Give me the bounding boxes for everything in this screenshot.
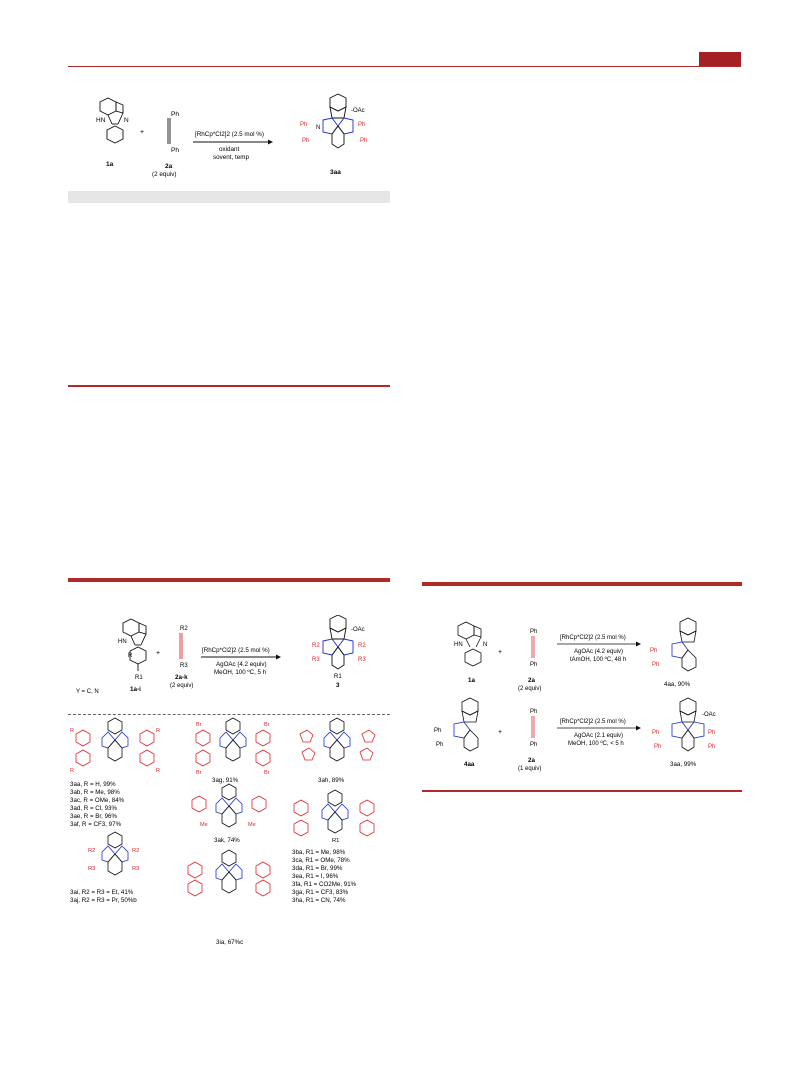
svg-text:+: +: [498, 649, 503, 656]
svg-text:R: R: [70, 768, 74, 774]
svg-text:Br: Br: [264, 770, 270, 776]
svg-text:R3: R3: [312, 657, 320, 663]
svg-text:R3: R3: [358, 657, 366, 663]
svg-text:Ph: Ph: [708, 730, 716, 736]
svg-text:N: N: [124, 117, 129, 124]
header-tab: [699, 52, 741, 66]
table-header-bar: [68, 191, 390, 203]
svg-text:1a: 1a: [468, 677, 475, 684]
svg-text:Ph: Ph: [530, 629, 538, 635]
scheme-mech-graphic: [422, 616, 742, 786]
svg-text:3af, R = CF3, 97%: 3af, R = CF3, 97%: [70, 821, 122, 828]
svg-text:3ak, 74%: 3ak, 74%: [214, 837, 240, 844]
svg-text:2a-k: 2a-k: [175, 674, 188, 681]
svg-text:3ia, 67%c: 3ia, 67%c: [216, 939, 244, 946]
scope-products-graphic: [68, 716, 390, 956]
svg-text:(2 equiv): (2 equiv): [170, 683, 194, 689]
svg-text:HN: HN: [118, 639, 127, 645]
svg-text:[RhCp*Cl2]2 (2.5 mol %): [RhCp*Cl2]2 (2.5 mol %): [195, 131, 264, 138]
section-rule-4: [422, 790, 742, 792]
section-rule-2: [68, 578, 390, 582]
svg-text:R: R: [156, 768, 160, 774]
svg-text:4aa, 90%: 4aa, 90%: [664, 681, 691, 688]
svg-text:+: +: [156, 650, 161, 657]
svg-text:R2: R2: [358, 643, 366, 649]
svg-text:3ah, 89%: 3ah, 89%: [318, 777, 345, 784]
svg-text:R1: R1: [332, 838, 340, 844]
svg-text:3aa, R = H, 99%: 3aa, R = H, 99%: [70, 781, 116, 788]
scheme-top-graphic: [68, 92, 390, 192]
svg-text:R: R: [128, 653, 133, 659]
svg-text:Ph: Ph: [358, 122, 366, 128]
svg-text:-OAc: -OAc: [351, 108, 365, 114]
svg-text:R3: R3: [88, 866, 96, 872]
svg-text:1a: 1a: [106, 161, 114, 168]
svg-text:3aa: 3aa: [330, 169, 341, 176]
svg-text:3ha, R1 = CN, 74%: 3ha, R1 = CN, 74%: [292, 897, 346, 904]
section-rule-1: [68, 385, 390, 387]
svg-text:N: N: [483, 642, 488, 648]
svg-text:tAmOH, 100 ºC, 48 h: tAmOH, 100 ºC, 48 h: [570, 657, 627, 663]
svg-text:Ph: Ph: [171, 111, 179, 118]
scheme-top: [68, 92, 390, 192]
svg-text:[RhCp*Cl2]2 (2.5 mol %): [RhCp*Cl2]2 (2.5 mol %): [560, 719, 626, 725]
svg-text:3ba, R1 = Me, 98%: 3ba, R1 = Me, 98%: [292, 849, 346, 856]
svg-text:MeOH, 100 ºC, < 5 h: MeOH, 100 ºC, < 5 h: [568, 741, 624, 747]
svg-text:R2: R2: [132, 848, 140, 854]
scope-divider: [68, 714, 390, 715]
svg-text:Ph: Ph: [530, 709, 538, 715]
svg-text:Ph: Ph: [650, 648, 658, 654]
svg-text:R: R: [70, 728, 74, 734]
svg-text:Br: Br: [196, 722, 202, 728]
svg-text:3ae, R = Br, 96%: 3ae, R = Br, 96%: [70, 813, 117, 820]
svg-text:(2 equiv): (2 equiv): [518, 686, 542, 692]
svg-text:-OAc: -OAc: [351, 627, 365, 633]
svg-text:AgOAc (2.1 equiv): AgOAc (2.1 equiv): [574, 733, 624, 739]
svg-text:Ph: Ph: [530, 742, 538, 748]
svg-text:3ag, 91%: 3ag, 91%: [212, 777, 239, 784]
svg-text:2a: 2a: [528, 757, 535, 764]
svg-text:Ph: Ph: [360, 138, 368, 144]
svg-text:Br: Br: [264, 722, 270, 728]
svg-text:(2 equiv): (2 equiv): [152, 171, 177, 178]
svg-text:Ph: Ph: [436, 742, 444, 748]
svg-text:HN: HN: [454, 642, 463, 648]
svg-text:+: +: [140, 129, 145, 136]
header-rule: [68, 66, 741, 67]
svg-text:3ca, R1 = OMe, 78%: 3ca, R1 = OMe, 78%: [292, 857, 350, 864]
svg-text:sovent, temp: sovent, temp: [213, 154, 250, 161]
svg-text:Ph: Ph: [300, 122, 308, 128]
svg-text:R2: R2: [312, 643, 320, 649]
svg-text:4aa: 4aa: [464, 761, 475, 768]
svg-text:AgOAc (4.2 equiv): AgOAc (4.2 equiv): [216, 661, 267, 668]
svg-text:3da, R1 = Br, 99%: 3da, R1 = Br, 99%: [292, 865, 343, 872]
svg-text:MeOH, 100 ºC, 5 h: MeOH, 100 ºC, 5 h: [214, 669, 267, 676]
svg-text:-OAc: -OAc: [702, 712, 716, 718]
svg-text:[RhCp*Cl2]2 (2.5 mol %): [RhCp*Cl2]2 (2.5 mol %): [560, 635, 626, 641]
svg-text:N: N: [316, 125, 321, 131]
svg-text:Ph: Ph: [708, 744, 716, 750]
svg-text:Y = C, N: Y = C, N: [76, 689, 99, 695]
svg-text:Me: Me: [248, 822, 256, 828]
svg-text:R1: R1: [135, 675, 143, 681]
svg-text:Ph: Ph: [171, 147, 179, 154]
svg-text:R3: R3: [180, 663, 188, 669]
svg-text:(1 equiv): (1 equiv): [518, 766, 542, 772]
svg-text:AgOAc (4.2 equiv): AgOAc (4.2 equiv): [574, 649, 624, 655]
molecule-2a: [168, 118, 170, 144]
svg-text:3aj, R2 = R3 = Pr, 50%b: 3aj, R2 = R3 = Pr, 50%b: [70, 897, 137, 904]
svg-text:2a: 2a: [528, 677, 535, 684]
svg-text:Me: Me: [200, 822, 208, 828]
svg-text:1a-i: 1a-i: [130, 686, 141, 693]
svg-text:3ai, R2 = R3 = Et, 41%: 3ai, R2 = R3 = Et, 41%: [70, 889, 134, 896]
svg-text:Ph: Ph: [652, 730, 660, 736]
nh-label: HN: [96, 117, 106, 124]
scheme-scope-graphic: [68, 615, 390, 715]
svg-text:R2: R2: [180, 626, 188, 632]
svg-text:3aa, 99%: 3aa, 99%: [670, 761, 697, 768]
svg-text:R2: R2: [88, 848, 96, 854]
svg-text:Ph: Ph: [530, 662, 538, 668]
svg-text:Ph: Ph: [652, 662, 660, 668]
svg-text:3ad, R = Cl, 93%: 3ad, R = Cl, 93%: [70, 805, 117, 812]
section-rule-3: [422, 582, 742, 586]
svg-text:R1: R1: [334, 674, 342, 680]
svg-text:Ph: Ph: [434, 728, 442, 734]
svg-text:3ea, R1 = I, 96%: 3ea, R1 = I, 96%: [292, 873, 339, 880]
svg-text:3ab, R = Me, 98%: 3ab, R = Me, 98%: [70, 789, 120, 796]
svg-text:Ph: Ph: [302, 138, 310, 144]
svg-text:+: +: [498, 729, 503, 736]
scope-products: [68, 716, 390, 956]
svg-text:oxidant: oxidant: [219, 146, 240, 153]
scheme-scope: [68, 615, 390, 715]
svg-text:R: R: [156, 728, 160, 734]
svg-text:3: 3: [336, 682, 340, 689]
molecule-3aa: [323, 94, 353, 148]
svg-text:3ac, R = OMe, 84%: 3ac, R = OMe, 84%: [70, 797, 125, 804]
svg-text:Ph: Ph: [654, 744, 662, 750]
svg-text:[RhCp*Cl2]2 (2.5 mol %): [RhCp*Cl2]2 (2.5 mol %): [202, 647, 270, 654]
svg-text:2a: 2a: [165, 163, 173, 170]
svg-text:R3: R3: [132, 866, 140, 872]
scheme-mech: [422, 616, 742, 786]
svg-text:3fa, R1 = CO2Me, 91%: 3fa, R1 = CO2Me, 91%: [292, 881, 357, 888]
svg-text:3ga, R1 = CF3, 83%: 3ga, R1 = CF3, 83%: [292, 889, 349, 896]
svg-text:Br: Br: [196, 770, 202, 776]
